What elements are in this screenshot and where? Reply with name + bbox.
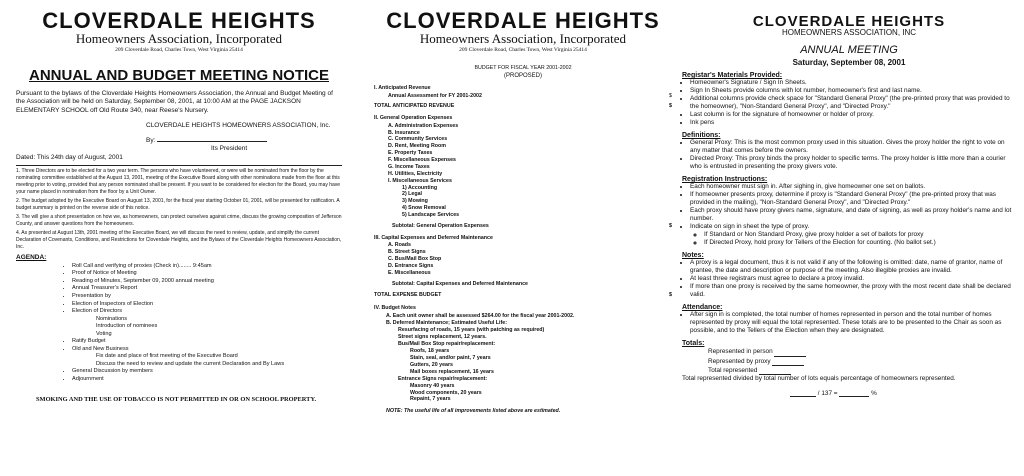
totals-divided: Total represented divided by total number of lots equals percentage of homeowners represented.: [682, 375, 956, 383]
budget-note-item: Repaint, 7 years: [410, 396, 451, 403]
materials-list: [682, 79, 1016, 127]
dated-line: Dated: This 24th day of August, 2001: [16, 154, 123, 162]
agenda-label: AGENDA:: [16, 254, 47, 261]
signature-by: [16, 137, 342, 146]
agenda-item: Discuss the need to review and update the current Declaration and By Laws: [96, 360, 285, 367]
notice-item: 3. The will give a short presentation on how we, as homeowners, can protect ourselves against crime, discuss the growing composition of Jefferson County, and answer questions from the homeowners.: [16, 214, 342, 227]
registration-sublist: [682, 231, 1016, 247]
note-item: • A proxy is a legal document, thus it is not valid if any of the following is omitted: date, name of grantor, name of grantee, the date and description or purpose of the meeting. Also illegible proxies are invalid.: [690, 259, 1016, 275]
note-item: • If more than one proxy is received by the same homeowner, the proxy with the most recent date shall be declared valid.: [690, 283, 1016, 299]
totals-block: [682, 347, 1016, 375]
budget-note-item: Mail boxes replacement, 16 years: [410, 368, 494, 375]
agenda-item: • Adjournment: [72, 376, 342, 384]
total-expense-label: TOTAL EXPENSE BUDGET: [374, 292, 442, 299]
s2-item: A. Administration Expenses: [388, 122, 459, 129]
pct-label: %: [871, 389, 877, 397]
agenda-item: • General Discussion by members: [72, 368, 342, 376]
s2-item: D. Rent, Meeting Room: [388, 143, 446, 150]
s3-item: C. Bus/Mail Box Stop: [388, 256, 442, 263]
ratio-label: / 137 =: [817, 389, 838, 397]
notice-item: 1. Three Directors are to be elected for a two year term. The persons who have volunteered, or were will be nominated from the floor by the nominating committee established at the August 13, 2001, meeting of the Executive Board along with other nominations made from the floor at this meeting prior to voting, provided that any person nominated shall be present. If you want to be considered for election for the Board, you may have your name placed in nomination from the floor by a Unit Owner.: [16, 168, 341, 195]
s2-subitems: [374, 185, 672, 219]
s1-item-label: Annual Assessment for FY 2001-2002: [388, 92, 482, 99]
ratio-blank: [790, 390, 816, 397]
dollar-sign: $: [669, 222, 672, 229]
attendance-item: • After sign in is completed, the total number of homes represented in person and the total number of homes represented by proxy will equal the total represented. These totals are to be presented to the Chair as soon as possible, and to the Tellers of the Election when they are designated.: [690, 311, 1016, 335]
s3-header: III. Capital Expenses and Deferred Maintenance: [374, 234, 493, 241]
budget-note-item: Resurfacing of roads, 15 years (with patching as required): [398, 326, 545, 333]
org-logo-name: CLOVERDALE HEIGHTS: [386, 8, 660, 33]
notice-footer: SMOKING AND THE USE OF TOBACCO IS NOT PERMITTED IN OR ON SCHOOL PROPERTY.: [36, 395, 317, 403]
materials-item: • Additional columns provide check space for "Standard General Proxy" (the pre-printed proxy that was provided to the homeowner), "Non-Standard General Proxy", and "Directed Proxy.": [690, 95, 1016, 111]
agenda-item: • Old and New Business: [72, 346, 342, 354]
registration-heading: Registration Instructions:: [682, 176, 768, 184]
agenda-item: • Election of Directors: [72, 308, 342, 316]
agenda-item: Fix date and place of first meeting of the Executive Board: [96, 353, 238, 360]
s2-subitem: 2) Legal: [402, 191, 423, 198]
attendance-heading: Attendance:: [682, 304, 723, 312]
s2-item: I. Miscellaneous Services: [388, 177, 452, 184]
totals-proxy-line: [772, 359, 804, 366]
s4-header: IV. Budget Notes: [374, 305, 416, 311]
agenda-list: [16, 263, 342, 384]
signature-its: Its President: [211, 145, 248, 153]
attendance-list: [682, 311, 1016, 335]
budget-note-item: B. Deferred Maintenance; Estimated Useful Life:: [386, 319, 507, 326]
agenda-item: • Annual Treasurer's Report: [72, 285, 342, 293]
s2-subitem: 4) Snow Removal: [402, 205, 446, 212]
totals-person-line: [774, 350, 806, 357]
totals-total-line: [759, 368, 791, 375]
s1-header: I. Anticipated Revenue: [374, 85, 431, 91]
materials-heading: Registar's Materials Provided:: [682, 72, 783, 80]
agenda-item: • Election of Inspectors of Election: [72, 301, 342, 309]
budget-note-item: Entrance Signs repair/replacement:: [398, 375, 488, 382]
totals-total: [708, 366, 1016, 375]
budget-note: NOTE: The useful life of all improvements listed above are estimated.: [386, 408, 561, 415]
budget-note-item: Street signs replacement, 12 years.: [398, 333, 487, 340]
org-assoc: Homeowners Association, Incorporated: [75, 31, 283, 46]
meeting-date: Saturday, September 08, 2001: [792, 58, 906, 68]
s3-item: D. Entrance Signs: [388, 262, 434, 269]
s2-item: C. Community Services: [388, 136, 448, 143]
subtotal-capital-label: Subtotal: Capital Expenses and Deferred Maintenance: [392, 280, 528, 287]
materials-item: • Last column is for the signature of homeowner or holder of proxy.: [690, 111, 1016, 119]
totals-proxy: [708, 357, 1016, 366]
budget-note-item: Bus/Mail Box Stop repair/replacement:: [398, 340, 496, 347]
agenda-item: • Roll Call and verifying of proxies (Check in)........ 9:45am: [72, 263, 342, 271]
totals-heading: Totals:: [682, 340, 705, 348]
s2-item: B. Insurance: [388, 129, 420, 136]
totals-person-label: Represented in person: [708, 348, 773, 356]
definitions-list: [682, 139, 1016, 171]
dollar-sign: $: [669, 92, 672, 99]
org-address: 209 Cloverdale Road, Charles Town, West Virginia 25414: [115, 46, 243, 53]
pct-blank: [839, 390, 869, 397]
s1-item: [374, 93, 672, 101]
org-logo-name: CLOVERDALE HEIGHTS: [42, 8, 316, 33]
totals-proxy-label: Represented by proxy: [708, 357, 771, 365]
registration-subitem: ◦ If Directed Proxy, hold proxy for Tellers of the Election for counting. (No ballot set.): [704, 239, 1016, 247]
definitions-heading: Definitions:: [682, 132, 721, 140]
registration-item: • Indicate on sign in sheet the type of proxy.: [690, 223, 1016, 231]
s2-subitem: 5) Landscape Services: [402, 212, 460, 219]
s2-subitem: 1) Accounting: [402, 184, 438, 191]
materials-item: • Sign In Sheets provide columns with lot number, homeowner's first and last name.: [690, 87, 1016, 95]
budget-note-item: A. Each unit owner shall be assessed $264.00 for the fiscal year 2001-2002.: [386, 312, 575, 319]
s3-item: A. Roads: [388, 242, 411, 249]
meeting-title: ANNUAL MEETING: [800, 44, 898, 57]
budget-page: [352, 0, 678, 476]
s3-item: E. Miscellaneous: [388, 269, 431, 276]
agenda-item: • Proof of Notice of Meeting: [72, 270, 342, 278]
totals-total-label: Total represented: [708, 366, 758, 374]
materials-item: • Homeowner's Signature / Sign In Sheets.: [690, 79, 1016, 87]
org-address: 209 Cloverdale Road, Charles Town, West Virginia 25414: [459, 46, 587, 53]
divider: [16, 165, 342, 166]
totals-person: [708, 347, 1016, 356]
total-expense: [374, 292, 672, 300]
notice-intro: Pursuant to the bylaws of the Cloverdale Heights Homeowners Association, the Annual and Budget Meeting of the Association will be held on Saturday, September 08, 2001, at 10:00 AM at the PAGE JACKSON ELEMENTARY SCHOOL off Old Route 340, near Reese's Nursery.: [16, 89, 333, 115]
s2-item: G. Income Taxes: [388, 163, 430, 170]
s3-item: B. Street Signs: [388, 249, 426, 256]
agenda-item: • Reading of Minutes, September 09, 2000 annual meeting: [72, 278, 342, 286]
budget-note-item: Gutters, 20 years: [410, 361, 453, 368]
agenda-item: Nominations: [96, 315, 128, 322]
subtotal-general-label: Subtotal: General Operation Expenses: [392, 222, 489, 229]
budget-note-item: Stain, seal, and/or paint, 7 years: [410, 354, 491, 361]
note-item: • At least three registrars must agree to declare a proxy invalid.: [690, 275, 1016, 283]
s2-item: F. Miscellaneous Expenses: [388, 157, 457, 164]
materials-item: • Ink pens: [690, 119, 1016, 127]
agenda-item: Voting: [96, 330, 112, 337]
signature-org: CLOVERDALE HEIGHTS HOMEOWNERS ASSOCIATION, Inc.: [146, 121, 331, 129]
s2-items: [374, 123, 672, 185]
notice-title: ANNUAL AND BUDGET MEETING NOTICE: [29, 66, 329, 84]
budget-notes: [374, 313, 672, 404]
notice-item: 2. The budget adopted by the Executive Board on August 13, 2001, for the fiscal year starting October 01, 2001, will be presented for ratification. A budget summary is printed on the reverse side of this notice.: [16, 198, 340, 211]
notice-page: [0, 0, 352, 476]
s2-item: H. Utilities, Electricity: [388, 170, 443, 177]
budget-title: BUDGET FOR FISCAL YEAR 2001-2002: [474, 64, 572, 71]
s2-item: E. Property Taxes: [388, 150, 433, 157]
s2-header: II. General Operation Expenses: [374, 115, 453, 122]
budget-proposed: (PROPOSED): [503, 73, 542, 80]
org-assoc: Homeowners Association, Incorporated: [419, 31, 627, 46]
ratio-line: [682, 390, 1016, 397]
definition-item: • Directed Proxy: This proxy binds the proxy holder to specific terms. The proxy holder is little more than a courier who is entrusted in presenting the proxy givers vote.: [690, 155, 1016, 171]
registration-item: • Each proxy should have proxy givers name, signature, and date of signing, as well as proxy holder's name and lot number.: [690, 207, 1016, 223]
registration-subitem: ◦ If Standard or Non Standard Proxy, give proxy holder a set of ballots for proxy: [704, 231, 1016, 239]
s2-subitem: 3) Mowing: [402, 198, 428, 205]
registration-item: • Each homeowner must sign in. After sighing in, give homeowner one set on ballots.: [690, 183, 1016, 191]
registration-list: [682, 183, 1016, 231]
by-label: By:: [146, 136, 156, 144]
total-revenue: [374, 103, 672, 111]
s3-items: [374, 242, 672, 276]
definition-item: • General Proxy: This is the most common proxy used in this situation. Gives the proxy holder the right to vote on any matter that comes before the owners.: [690, 139, 1016, 155]
budget-note-item: Wood components, 20 years: [410, 389, 482, 396]
agenda-item: • Presentation by: [72, 293, 342, 301]
subtotal-general: [374, 223, 672, 231]
agenda-item: • Ratify Budget: [72, 338, 342, 346]
budget-note-item: Masonry 40 years: [410, 382, 455, 389]
total-revenue-label: TOTAL ANTICIPATED REVENUE: [374, 103, 455, 110]
registration-item: • If homeowner presents proxy, determine if proxy is "Standard General Proxy" (the pre-printed proxy that was provided in the mailing), "Non-Standard General Proxy", and "Directed Proxy.": [690, 191, 1016, 207]
notice-items: [16, 168, 342, 251]
subtotal-capital: [374, 281, 672, 289]
agenda-item: Introduction of nominees: [96, 323, 158, 330]
notes-heading: Notes:: [682, 252, 704, 260]
notes-list: [682, 259, 1016, 299]
notice-item: 4. As presented at August 13th, 2001 meeting of the Executive Board, we will discuss the need to review, update, and simplify the current Declaration of Covenants, Conditions, and Restrictions for Cloverdale Heights, and the Bylaws of the Cloverdale Heights Homeowners Association, Inc.: [16, 230, 342, 250]
dollar-sign: $: [669, 292, 672, 299]
dollar-sign: $: [669, 103, 672, 110]
meeting-page: [678, 0, 1024, 476]
budget-note-item: Roofs, 18 years: [410, 347, 450, 354]
org-logo-name: CLOVERDALE HEIGHTS: [752, 13, 946, 30]
org-assoc-caps: HOMEOWNERS ASSOCIATION, INC: [781, 28, 917, 37]
